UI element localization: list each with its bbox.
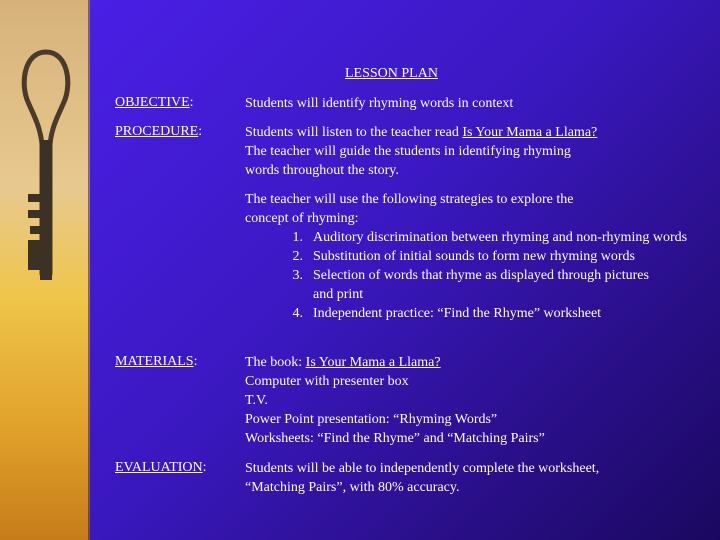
strategy-item: [245, 228, 695, 247]
strategy-number: 4.: [292, 306, 303, 321]
materials-item: Computer with presenter box: [245, 374, 409, 389]
materials-text-block: [245, 353, 695, 448]
strategy-item: [245, 266, 695, 304]
strategy-text: Selection of words that rhyme as displayed through pictures and print: [313, 268, 649, 302]
evaluation-line-2: “Matching Pairs”, with 80% accuracy.: [245, 480, 460, 495]
strategies-block: [245, 190, 695, 323]
evaluation-label: [115, 460, 207, 476]
evaluation-text-block: [245, 459, 695, 497]
materials-item: T.V.: [245, 393, 268, 408]
strategy-text: Substitution of initial sounds to form new rhyming words: [313, 249, 635, 264]
objective-text-block: [245, 94, 695, 113]
procedure-line-3: words throughout the story.: [245, 163, 399, 178]
procedure-label: [115, 124, 202, 140]
procedure-label-text: PROCEDURE: [115, 124, 199, 139]
strategy-number: 3.: [292, 268, 303, 283]
strategies-intro-2: concept of rhyming:: [245, 211, 359, 226]
procedure-label-colon: :: [198, 124, 203, 139]
evaluation-label-colon: :: [202, 460, 207, 475]
materials-item: Worksheets: “Find the Rhyme” and “Matching Pairs”: [245, 431, 545, 446]
decorative-sidebar: [0, 0, 90, 540]
objective-label: [115, 95, 194, 111]
objective-label-colon: :: [189, 95, 194, 110]
strategy-number: 2.: [292, 249, 303, 264]
evaluation-line-1: Students will be able to independently complete the worksheet,: [245, 461, 600, 476]
materials-label-text: MATERIALS: [115, 354, 194, 369]
materials-book-title: Is Your Mama a Llama?: [305, 355, 441, 370]
strategy-text: Independent practice: “Find the Rhyme” worksheet: [313, 306, 602, 321]
procedure-line-1-prefix: Students will listen to the teacher read: [245, 125, 463, 140]
materials-label-colon: :: [193, 354, 198, 369]
evaluation-label-text: EVALUATION: [115, 460, 203, 475]
strategy-item: [245, 304, 695, 323]
strategy-number: 1.: [292, 230, 303, 245]
materials-book-prefix: The book:: [245, 355, 306, 370]
strategy-item: [245, 247, 695, 266]
procedure-line-2: The teacher will guide the students in identifying rhyming: [245, 144, 571, 159]
procedure-line-1: [245, 123, 695, 142]
key-icon: [14, 44, 78, 284]
materials-item: Power Point presentation: “Rhyming Words”: [245, 412, 498, 427]
procedure-book-title: Is Your Mama a Llama?: [462, 125, 598, 140]
strategy-text: Auditory discrimination between rhyming and non-rhyming words: [313, 230, 688, 245]
objective-text: Students will identify rhyming words in context: [245, 96, 514, 111]
materials-label: [115, 354, 197, 370]
procedure-text-block: [245, 123, 695, 180]
materials-book-line: [245, 353, 695, 372]
objective-label-text: OBJECTIVE: [115, 95, 190, 110]
page-title: LESSON PLAN: [345, 66, 438, 81]
strategies-intro-1: The teacher will use the following strategies to explore the: [245, 192, 574, 207]
